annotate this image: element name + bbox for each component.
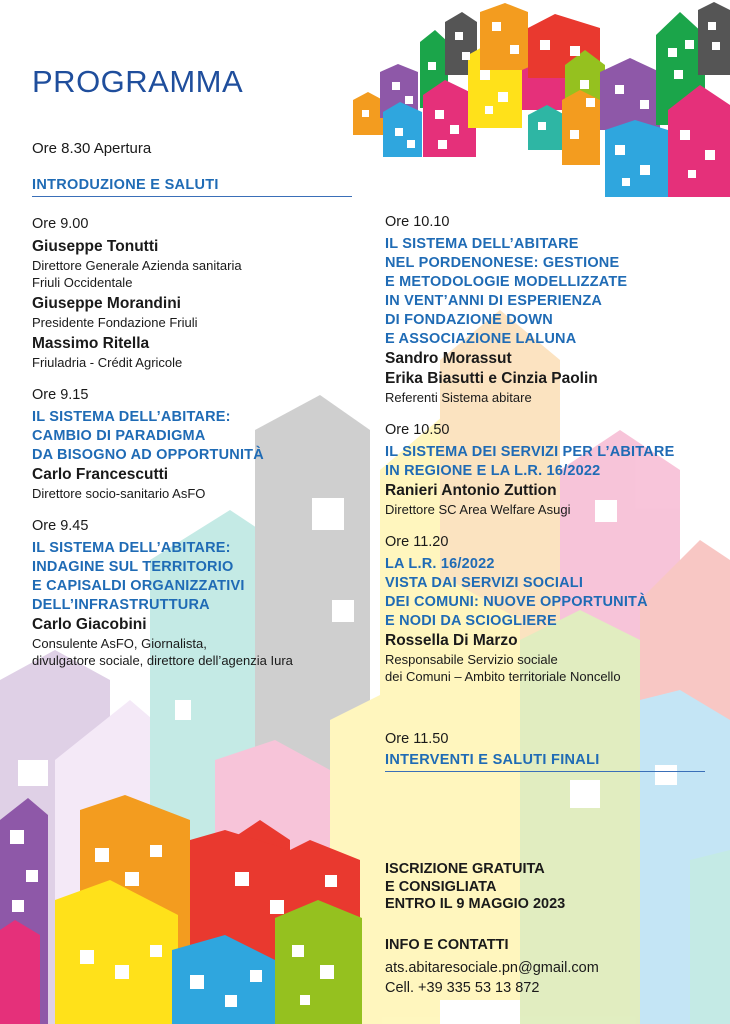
schedule-block [385,214,715,406]
session-topic-line: INDAGINE SUL TERRITORIO [32,559,234,575]
session-topic [385,443,715,481]
speaker-role-line: Direttore Generale Azienda sanitaria [32,258,242,273]
session-topic-line: IN VENT’ANNI DI ESPERIENZA [385,293,603,309]
schedule-block [32,518,362,669]
speaker-role [32,354,362,371]
speaker-role-line: Direttore SC Area Welfare Asugi [385,502,571,517]
contacts-block [385,937,715,998]
speaker-role-line: Direttore socio-sanitario AsFO [32,486,206,501]
session-topic-line: E ASSOCIAZIONE LALUNA [385,331,577,347]
schedule-block [385,422,715,518]
session-topic-line: E NODI DA SCIOGLIERE [385,613,557,629]
session-topic-line: VISTA DAI SERVIZI SOCIALI [385,575,584,591]
registration-line: ENTRO IL 9 MAGGIO 2023 [385,896,566,912]
registration-line: ISCRIZIONE GRATUITA [385,861,545,877]
speaker-name: Giuseppe Tonutti [32,238,159,255]
session-time: Ore 10.10 [385,214,450,230]
session-topic [32,408,362,465]
speaker-name: Giuseppe Morandini [32,295,181,312]
speaker-name: Erika Biasutti e Cinzia Paolin [385,370,598,387]
closing-session [385,731,705,772]
session-topic-line: IL SISTEMA DELL’ABITARE: [32,409,231,425]
speaker-role [32,485,362,502]
session-topic [32,539,362,615]
registration-line: E CONSIGLIATA [385,878,497,895]
speaker-name: Sandro Morassut [385,350,512,367]
session-topic-line: DELL’INFRASTRUTTURA [32,597,210,613]
session-topic-line: DEI COMUNI: NUOVE OPPORTUNITÀ [385,594,648,610]
registration-block [385,861,715,914]
contacts-heading: INFO E CONTATTI [385,937,509,953]
session-topic [385,555,715,631]
right-schedule-column [385,214,715,701]
left-schedule-column [32,216,362,685]
contact-phone[interactable]: Cell. +39 335 53 13 872 [385,979,540,996]
intro-section-heading: INTRODUZIONE E SALUTI [32,177,352,197]
session-topic-line: DA BISOGNO AD OPPORTUNITÀ [32,447,264,463]
page-title: PROGRAMMA [32,64,244,99]
session-topic-line: IL SISTEMA DELL’ABITARE [385,236,579,252]
speaker-role-line: Presidente Fondazione Friuli [32,315,198,330]
speaker-role-line: dei Comuni – Ambito territoriale Noncello [385,669,621,684]
speaker-role-line: Friuladria - Crédit Agricole [32,355,183,370]
session-topic [385,235,715,349]
speaker-role-line: Referenti Sistema abitare [385,390,532,405]
session-topic-line: IL SISTEMA DELL’ABITARE: [32,540,231,556]
session-time: Ore 9.15 [32,387,89,403]
session-topic-line: LA L.R. 16/2022 [385,556,495,572]
speaker-role [32,257,362,291]
speaker-name: Rossella Di Marzo [385,632,518,649]
session-topic-line: E METODOLOGIE MODELLIZZATE [385,274,628,290]
speaker-role [385,501,715,518]
session-topic-line: NEL PORDENONESE: GESTIONE [385,255,620,271]
speaker-role [385,389,715,406]
speaker-role-line: Responsabile Servizio sociale [385,652,558,667]
session-topic-line: E CAPISALDI ORGANIZZATIVI [32,578,245,594]
intro-section [32,177,352,197]
session-topic-line: CAMBIO DI PARADIGMA [32,428,206,444]
speaker-name: Carlo Giacobini [32,616,147,633]
session-time: Ore 11.20 [385,534,449,550]
session-topic-line: DI FONDAZIONE DOWN [385,312,553,328]
schedule-block [32,216,362,371]
speaker-name: Carlo Francescutti [32,466,169,483]
session-time: Ore 9.00 [32,216,89,232]
opening-time: Ore 8.30 Apertura [32,140,152,157]
closing-title: INTERVENTI E SALUTI FINALI [385,752,705,772]
schedule-block [32,387,362,502]
session-topic-line: IN REGIONE E LA L.R. 16/2022 [385,463,601,479]
speaker-role [32,635,362,669]
speaker-role-line: Consulente AsFO, Giornalista, [32,636,207,651]
speaker-role-line: divulgatore sociale, direttore dell’agenzia Iura [32,653,293,668]
session-time: Ore 10.50 [385,422,450,438]
speaker-role-line: Friuli Occidentale [32,275,133,290]
schedule-block [385,534,715,685]
speaker-name: Massimo Ritella [32,335,150,352]
session-topic-line: IL SISTEMA DEI SERVIZI PER L’ABITARE [385,444,675,460]
contact-email[interactable]: ats.abitaresociale.pn@gmail.com [385,959,599,976]
speaker-role [385,651,715,685]
speaker-name: Ranieri Antonio Zuttion [385,482,557,499]
closing-time: Ore 11.50 [385,731,449,747]
session-time: Ore 9.45 [32,518,89,534]
speaker-role [32,314,362,331]
